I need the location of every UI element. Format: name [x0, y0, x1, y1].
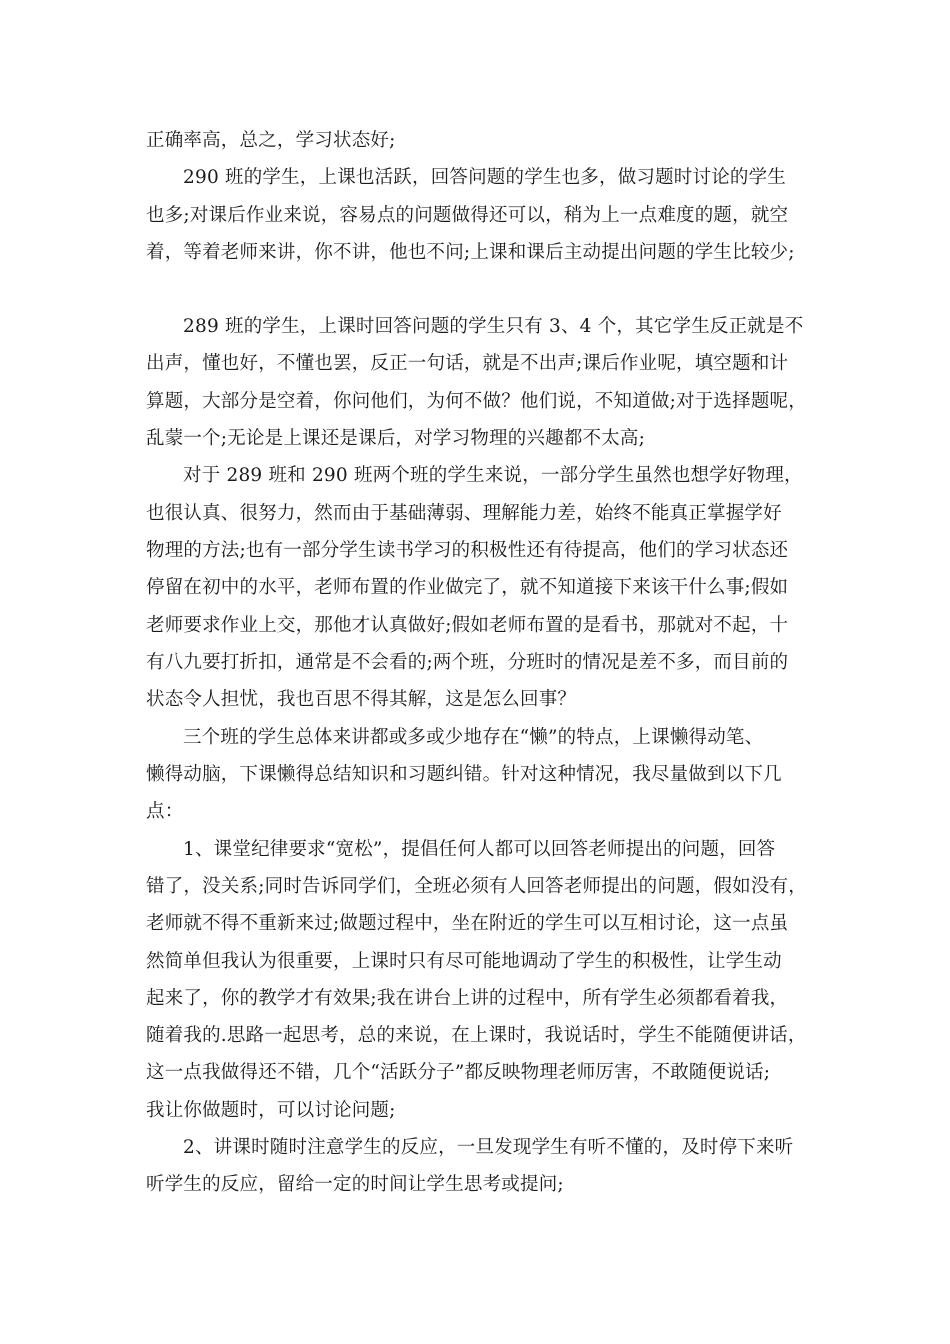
- text-line: 起来了，你的教学才有效果;我在讲台上讲的过程中，所有学生必须都看着我，: [146, 988, 789, 1009]
- text-line: 也多;对课后作业来说，容易点的问题做得还可以，稍为上一点难度的题，就空: [146, 205, 789, 226]
- text-line: 对于 289 班和 290 班两个班的学生来说，一部分学生虽然也想学好物理，: [183, 465, 803, 486]
- text-line: 随着我的.思路一起思考，总的来说，在上课时，我说话时，学生不能随便讲话，: [146, 1025, 807, 1046]
- text-line: 点：: [146, 801, 184, 822]
- text-line: 290 班的学生，上课也活跃，回答问题的学生也多，做习题时讨论的学生: [183, 167, 786, 188]
- text-line: 老师就不得不重新来过;做题过程中，坐在附近的学生可以互相讨论，这一点虽: [146, 913, 789, 934]
- text-line: 乱蒙一个;无论是上课还是课后，对学习物理的兴趣都不太高;: [146, 428, 646, 449]
- text-line: 状态令人担忧，我也百思不得其解，这是怎么回事？: [146, 689, 577, 710]
- text-line: 老师要求作业上交，那他才认真做好;假如老师布置的是看书，那就对不起，十: [146, 615, 789, 636]
- text-line: 正确率高，总之，学习状态好;: [146, 130, 396, 151]
- text-line: 289 班的学生，上课时回答问题的学生只有 3、4 个，其它学生反正就是不: [183, 316, 804, 337]
- text-line: 错了，没关系;同时告诉同学们，全班必须有人回答老师提出的问题，假如没有，: [146, 876, 807, 897]
- text-line: 着，等着老师来讲，你不讲，他也不问;上课和课后主动提出问题的学生比较少;: [146, 242, 795, 263]
- text-line: 1、课堂纪律要求“宽松”，提倡任何人都可以回答老师提出的问题，回答: [183, 839, 776, 860]
- text-line: 停留在初中的水平，老师布置的作业做完了，就不知道接下来该干什么事;假如: [146, 577, 789, 598]
- text-line: 听学生的反应，留给一定的时间让学生思考或提问;: [146, 1174, 564, 1195]
- text-line: 2、讲课时随时注意学生的反应，一旦发现学生有听不懂的，及时停下来听: [183, 1137, 794, 1158]
- text-line: 我让你做题时，可以讨论问题;: [146, 1100, 396, 1121]
- text-line: 也很认真、很努力，然而由于基础薄弱、理解能力差，始终不能真正掌握学好: [146, 503, 782, 524]
- text-line: 懒得动脑，下课懒得总结知识和习题纠错。针对这种情况，我尽量做到以下几: [146, 764, 782, 785]
- text-line: 这一点我做得还不错，几个“活跃分子”都反映物理老师厉害，不敢随便说话;: [146, 1062, 771, 1083]
- text-line: 物理的方法;也有一部分学生读书学习的积极性还有待提高，他们的学习状态还: [146, 540, 789, 561]
- text-line: 三个班的学生总体来讲都或多或少地存在“懒”的特点，上课懒得动笔、: [183, 727, 764, 748]
- text-line: 出声，懂也好，不懂也罢，反正一句话，就是不出声;课后作业呢，填空题和计: [146, 353, 789, 374]
- text-line: 然简单但我认为很重要，上课时只有尽可能地调动了学生的积极性，让学生动: [146, 951, 782, 972]
- text-line: 有八九要打折扣，通常是不会看的;两个班，分班时的情况是差不多，而目前的: [146, 652, 789, 673]
- text-line: 算题，大部分是空着，你问他们，为何不做？他们说，不知道做;对于选择题呢，: [146, 391, 807, 412]
